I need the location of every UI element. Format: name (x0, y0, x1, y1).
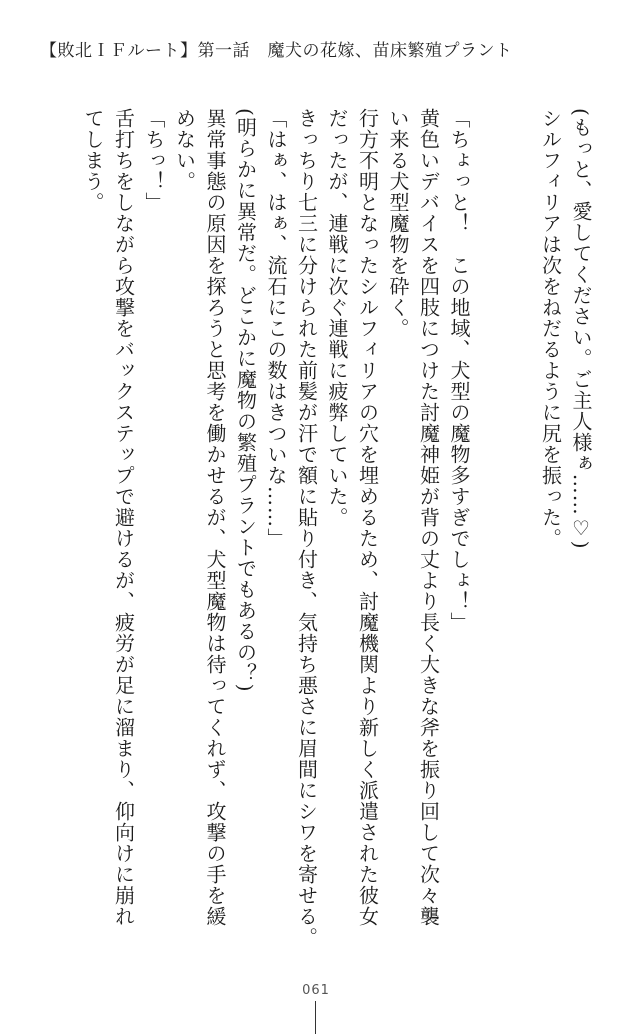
text-line: 舌打ちをしながら攻撃をバックステップで避けるが、疲労が足に溜まり、仰向けに崩れ (111, 108, 136, 927)
text-line: 黄色いデバイスを四肢につけた討魔神姫が背の丈より長く大きな斧を振り回して次々襲 (416, 108, 441, 927)
text-line: きっちり七三に分けられた前髪が汗で額に貼り付き、気持ち悪さに眉間にシワを寄せる。 (294, 108, 319, 948)
text-line: 異常事態の原因を探ろうと思考を働かせるが、犬型魔物は待ってくれず、攻撃の手を緩 (203, 108, 227, 927)
text-line: い来る犬型魔物を砕く。 (386, 108, 410, 339)
text-line: めない。 (172, 108, 197, 192)
text-line: 「ちょっと！ この地域、犬型の魔物多すぎでしょ！」 (447, 108, 471, 633)
text-line: シルフィリアは次をねだるように尻を振った。 (538, 108, 563, 549)
text-line: 「はぁ、はぁ、流石にこの数はきついな……」 (264, 108, 288, 549)
text-line: てしまう。 (81, 108, 105, 213)
page-number-rule (315, 1001, 316, 1034)
blank-line (474, 108, 505, 938)
text-line: 行方不明となったシルフィリアの穴を埋めるため、討魔機関より新しく派遣された彼女 (355, 108, 380, 927)
text-line: だったが、連戦に次ぐ連戦に疲弊していた。 (325, 108, 349, 528)
blank-line (505, 108, 536, 938)
text-line: (明らかに異常だ。どこかに魔物の繁殖プラントでもあるの？) (233, 108, 258, 693)
page-header-title: 【敗北ＩＦルート】第一話 魔犬の花嫁、苗床繁殖プラント (40, 41, 513, 61)
page-number: 061 (302, 983, 330, 998)
text-line: 「ちっ！」 (142, 108, 166, 213)
vertical-text-body (36, 108, 596, 948)
text-line: (もっと、愛してください。ご主人様ぁ……♡) (569, 108, 593, 550)
